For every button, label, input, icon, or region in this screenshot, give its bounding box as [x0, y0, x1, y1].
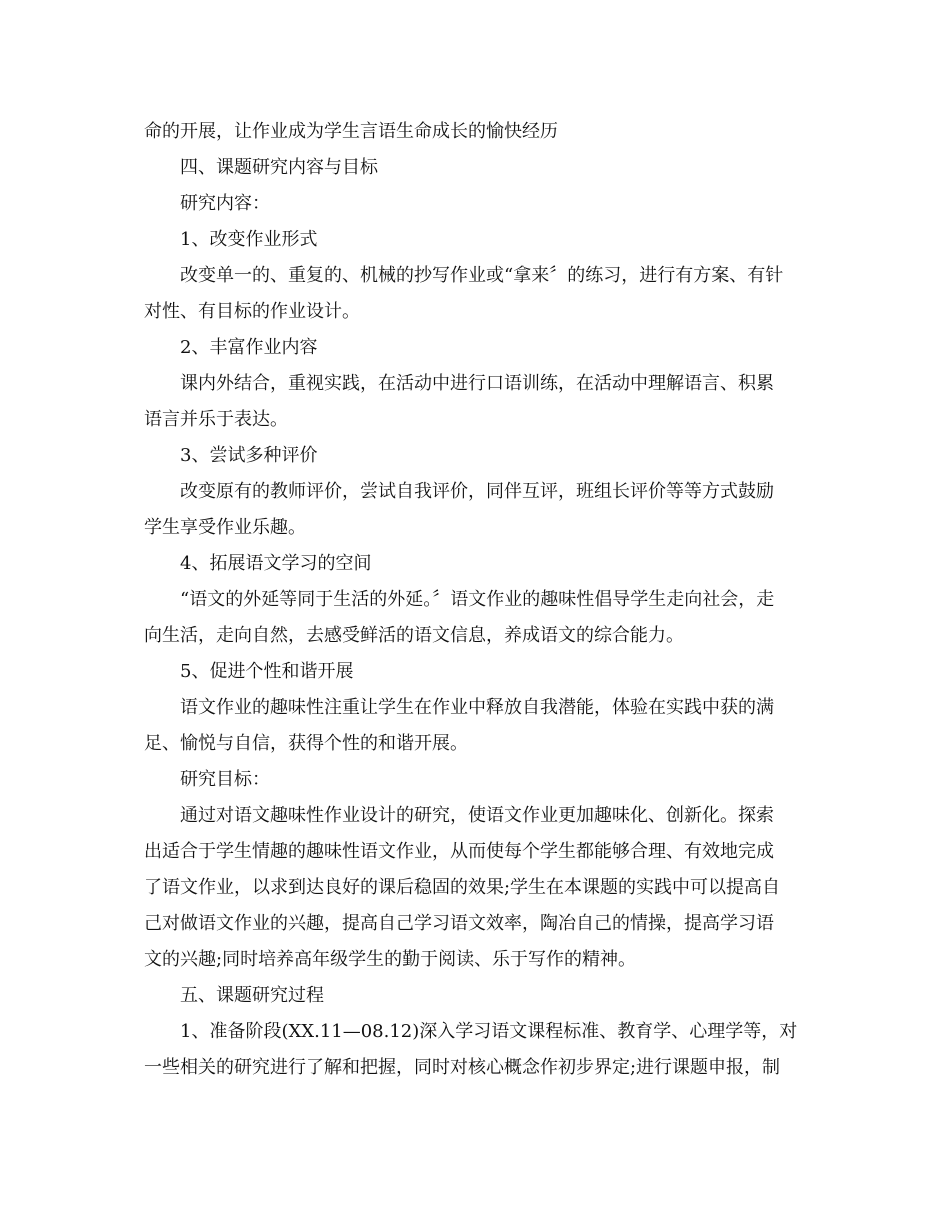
list-item-heading: 5、促进个性和谐开展: [180, 661, 354, 682]
subsection-heading: 研究内容：: [180, 193, 270, 214]
list-item-heading: 3、尝试多种评价: [180, 445, 318, 466]
text-line: 一些相关的研究进行了解和把握，同时对核心概念作初步界定;进行课题申报，制: [144, 1057, 781, 1078]
text-line: 通过对语文趣味性作业设计的研究，使语文作业更加趣味化、创新化。探索: [180, 805, 774, 826]
text-line: 出适合于学生情趣的趣味性语文作业，从而使每个学生都能够合理、有效地完成: [144, 841, 774, 862]
text-line: 改变单一的、重复的、机械的抄写作业或“拿来〞的练习，进行有方案、有针: [180, 265, 784, 286]
list-item-heading: 1、改变作业形式: [180, 229, 318, 250]
text-line: 对性、有目标的作业设计。: [144, 301, 360, 322]
text-line: 课内外结合，重视实践，在活动中进行口语训练，在活动中理解语言、积累: [180, 373, 774, 394]
text-line: 改变原有的教师评价，尝试自我评价，同伴互评，班组长评价等等方式鼓励: [180, 481, 774, 502]
text-line: 己对做语文作业的兴趣，提高自己学习语文效率，陶冶自己的情操，提高学习语: [144, 913, 774, 934]
document-body: [144, 114, 810, 1086]
text-line: 文的兴趣;同时培养高年级学生的勤于阅读、乐于写作的精神。: [144, 949, 637, 970]
list-item-heading: 2、丰富作业内容: [180, 337, 318, 358]
list-item-heading: 4、拓展语文学习的空间: [180, 553, 372, 574]
text-line: 语言并乐于表达。: [144, 409, 288, 430]
text-line: 学生享受作业乐趣。: [144, 517, 306, 538]
section-heading: 五、课题研究过程: [180, 985, 324, 1006]
text-line: 语文作业的趣味性注重让学生在作业中释放自我潜能，体验在实践中获的满: [180, 697, 774, 718]
text-line: 向生活，走向自然，去感受鲜活的语文信息，养成语文的综合能力。: [144, 625, 684, 646]
text-line: 1、准备阶段(XX.11—08.12)深入学习语文课程标准、教育学、心理学等，对: [180, 1021, 798, 1042]
subsection-heading: 研究目标：: [180, 769, 270, 790]
section-heading: 四、课题研究内容与目标: [180, 157, 378, 178]
text-line: “语文的外延等同于生活的外延。〞语文作业的趣味性倡导学生走向社会，走: [180, 589, 775, 610]
text-line: 了语文作业，以求到达良好的课后稳固的效果;学生在本课题的实践中可以提高自: [144, 877, 781, 898]
text-line: 足、愉悦与自信，获得个性的和谐开展。: [144, 733, 468, 754]
text-line: 命的开展，让作业成为学生言语生命成长的愉快经历: [144, 121, 558, 142]
